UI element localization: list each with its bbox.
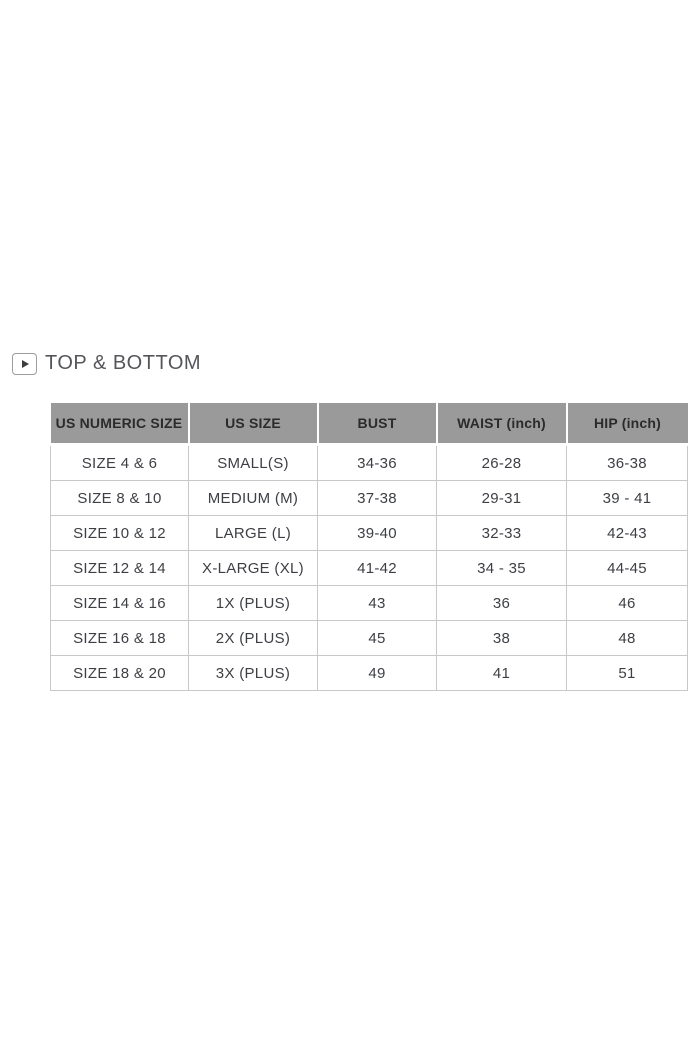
cell-waist: 36 [437, 586, 567, 621]
cell-bust: 37-38 [318, 481, 437, 516]
cell-bust: 34-36 [318, 445, 437, 481]
cell-hip: 51 [567, 656, 688, 691]
table-row [51, 445, 688, 481]
cell-hip: 42-43 [567, 516, 688, 551]
cell-bust: 39-40 [318, 516, 437, 551]
table-row [51, 516, 688, 551]
cell-numeric-size: SIZE 8 & 10 [51, 481, 189, 516]
cell-bust: 41-42 [318, 551, 437, 586]
table-header-row [51, 403, 688, 445]
cell-hip: 36-38 [567, 445, 688, 481]
cell-numeric-size: SIZE 4 & 6 [51, 445, 189, 481]
column-header-waist: WAIST (inch) [437, 403, 567, 445]
play-triangle-icon [22, 360, 29, 368]
cell-hip: 48 [567, 621, 688, 656]
cell-hip: 46 [567, 586, 688, 621]
cell-hip: 39 - 41 [567, 481, 688, 516]
cell-numeric-size: SIZE 14 & 16 [51, 586, 189, 621]
column-header-hip: HIP (inch) [567, 403, 688, 445]
table-row [51, 656, 688, 691]
cell-waist: 34 - 35 [437, 551, 567, 586]
column-header-us-size: US SIZE [189, 403, 318, 445]
cell-us-size: SMALL(S) [189, 445, 318, 481]
cell-numeric-size: SIZE 16 & 18 [51, 621, 189, 656]
cell-bust: 43 [318, 586, 437, 621]
cell-us-size: MEDIUM (M) [189, 481, 318, 516]
cell-numeric-size: SIZE 12 & 14 [51, 551, 189, 586]
table-row [51, 481, 688, 516]
column-header-bust: BUST [318, 403, 437, 445]
cell-waist: 38 [437, 621, 567, 656]
size-chart-table [50, 403, 688, 691]
cell-waist: 26-28 [437, 445, 567, 481]
cell-bust: 49 [318, 656, 437, 691]
cell-waist: 41 [437, 656, 567, 691]
cell-us-size: X-LARGE (XL) [189, 551, 318, 586]
cell-us-size: 1X (PLUS) [189, 586, 318, 621]
cell-waist: 29-31 [437, 481, 567, 516]
cell-us-size: 3X (PLUS) [189, 656, 318, 691]
cell-numeric-size: SIZE 10 & 12 [51, 516, 189, 551]
section-title: TOP & BOTTOM [45, 352, 202, 374]
table-row [51, 551, 688, 586]
cell-us-size: LARGE (L) [189, 516, 318, 551]
cell-hip: 44-45 [567, 551, 688, 586]
column-header-us-numeric-size: US NUMERIC SIZE [51, 403, 189, 445]
cell-bust: 45 [318, 621, 437, 656]
section-header [12, 352, 201, 375]
table-row [51, 586, 688, 621]
cell-numeric-size: SIZE 18 & 20 [51, 656, 189, 691]
cell-waist: 32-33 [437, 516, 567, 551]
cell-us-size: 2X (PLUS) [189, 621, 318, 656]
table-row [51, 621, 688, 656]
play-toggle-icon[interactable] [12, 353, 37, 375]
